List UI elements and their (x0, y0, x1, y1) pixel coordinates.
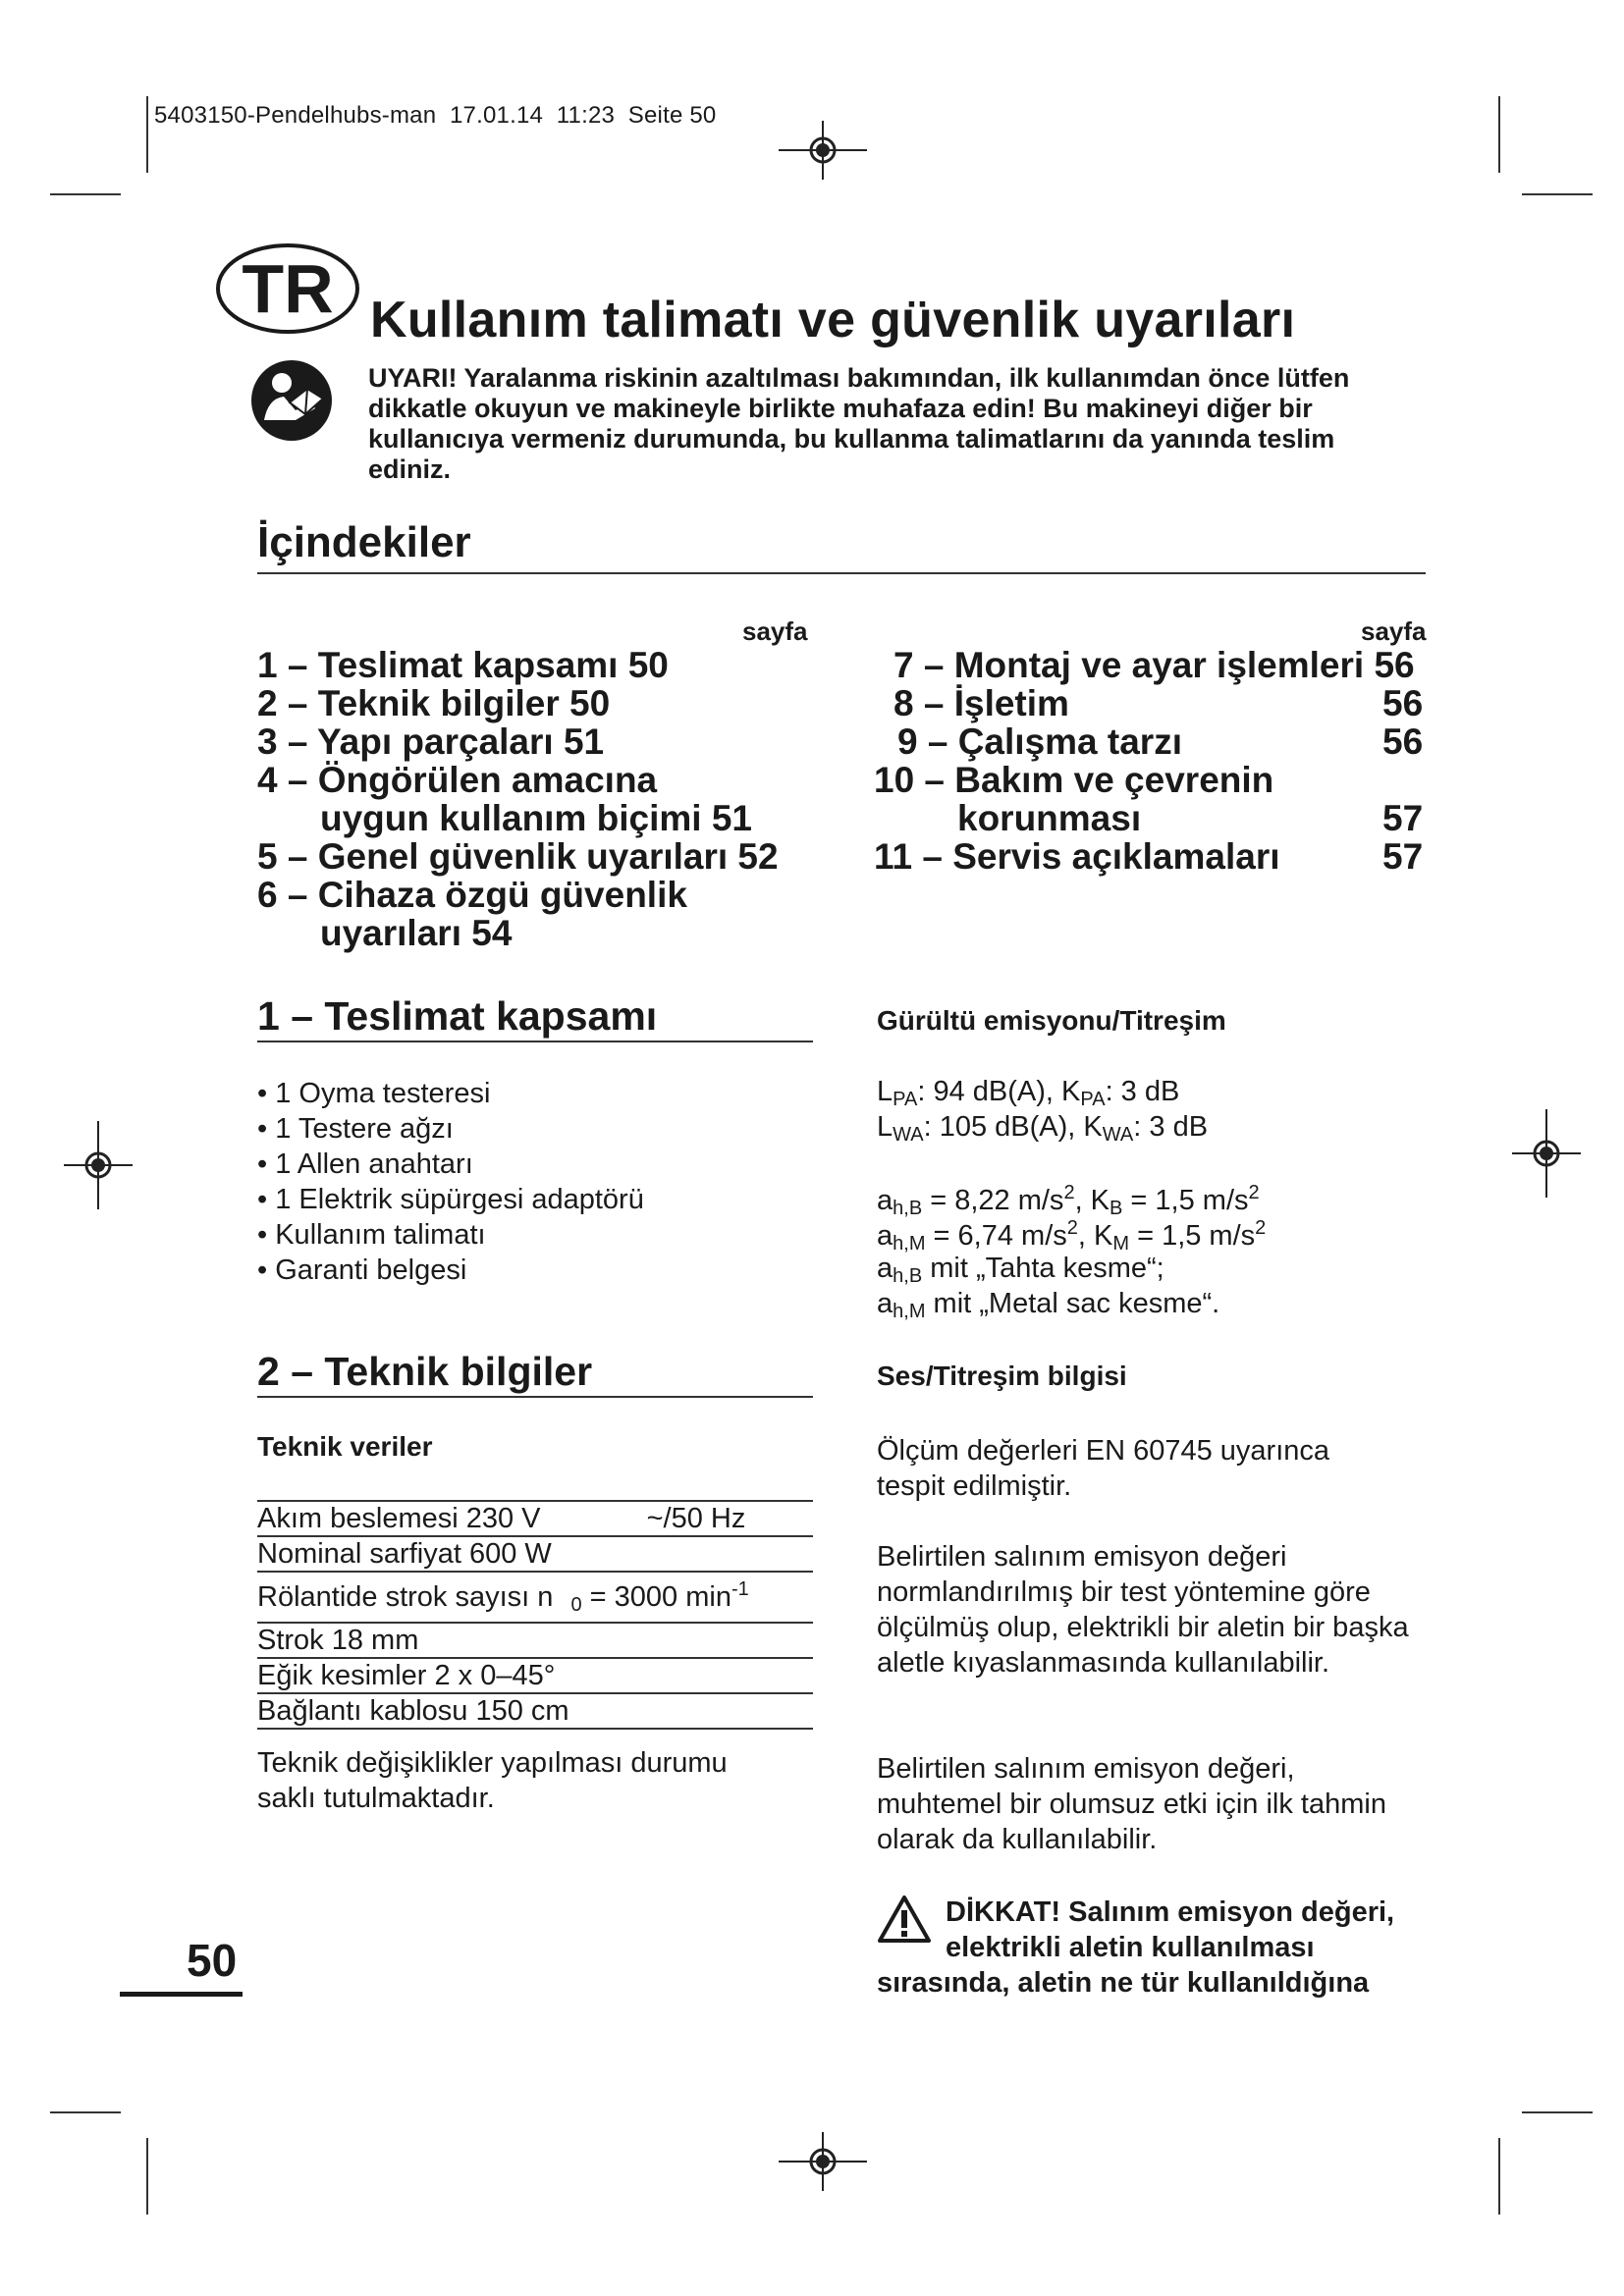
lwa-subscript: WA (893, 1124, 924, 1146)
toc-item-11[interactable]: 11 – Servis açıklamaları (874, 836, 1280, 877)
section-2-heading: 2 – Teknik bilgiler (257, 1349, 593, 1394)
toc-item-5[interactable]: 5 – Genel güvenlik uyarıları 52 (257, 836, 779, 877)
toc-title: İçindekiler (257, 518, 471, 566)
delivery-list (257, 1076, 644, 1288)
warning-text: Yaralanma riskinin azaltılması bakımından, ilk kullanımdan önce lütfen dikkatle okuyun ve makineyle birlikte muhafaza edin! Bu makineyi diğer bir kullanıcıya vermeniz durumunda, bu kullanma talimatlarını da yanında teslim ediniz. (368, 363, 1350, 484)
page-title: Kullanım talimatı ve güvenlik uyarıları (370, 292, 1296, 348)
section-2-rule (257, 1396, 813, 1398)
table-row (257, 1693, 813, 1729)
warning-label: UYARI! (368, 363, 458, 393)
ahb-mode-subscript: h,B (893, 1265, 923, 1287)
toc-item-2[interactable]: 2 – Teknik bilgiler 50 (257, 683, 611, 723)
list-item: • Kullanım talimatı (257, 1217, 644, 1253)
toc-item-6[interactable]: 6 – Cihaza özgü güvenlik (257, 875, 687, 915)
crop-mark-bottom-right-vertical (1498, 2138, 1500, 2215)
spec-label: Eğik kesimler 2 x 0–45° (257, 1660, 556, 1691)
crop-mark-top-left-vertical (146, 96, 148, 173)
kb-text: = 1,5 m/s (1122, 1185, 1249, 1216)
language-badge (214, 241, 361, 336)
spec-value: = 3000 min (589, 1581, 731, 1613)
ahb-value (877, 1182, 1260, 1220)
spec-subscript: 0 (570, 1594, 582, 1616)
ahm-text: = 6,74 m/s (925, 1220, 1067, 1252)
kb-symbol: , K (1074, 1185, 1110, 1216)
ahm-mode-subscript: h,M (893, 1301, 926, 1322)
tech-note: Teknik değişiklikler yapılması durumu saklı tutulmaktadır. (257, 1747, 728, 1814)
list-item: • Garanti belgesi (257, 1253, 644, 1288)
table-cell (257, 1693, 813, 1729)
language-badge-text: TR (242, 250, 334, 327)
ahm-mode-text: mit „Metal sac kesme“. (925, 1288, 1220, 1319)
lwa-text: : 105 dB(A), K (923, 1111, 1103, 1143)
lpa-subscript: PA (893, 1089, 918, 1110)
spec-value: ~/50 Hz (646, 1503, 746, 1534)
table-cell (257, 1572, 813, 1623)
kwa-subscript: WA (1102, 1124, 1134, 1146)
spec-label: Rölantide strok sayısı n (257, 1581, 554, 1613)
toc-item-8[interactable]: 8 – İşletim (893, 683, 1069, 723)
list-item: • 1 Oyma testeresi (257, 1076, 644, 1111)
toc-title-rule (257, 572, 1426, 574)
km-text: = 1,5 m/s (1129, 1220, 1256, 1252)
kb-superscript: 2 (1248, 1182, 1260, 1203)
table-row (257, 1536, 813, 1572)
toc-item-1[interactable]: 1 – Teslimat kapsamı 50 (257, 645, 669, 685)
kwa-text: : 3 dB (1133, 1111, 1209, 1143)
toc-sayfa-left: sayfa (742, 616, 808, 646)
spec-label: Nominal sarfiyat 600 W (257, 1538, 552, 1570)
sound-info-p1: Ölçüm değerleri EN 60745 uyarınca tespit edilmiştir. (877, 1435, 1330, 1502)
ahm-mode-symbol: a (877, 1288, 893, 1319)
toc-item-9[interactable]: 9 – Çalışma tarzı (897, 721, 1182, 762)
toc-item-10-cont[interactable]: korunması (957, 798, 1142, 838)
caution-line-1: DİKKAT! Salınım emisyon değeri, (946, 1896, 1395, 1928)
kpa-subscript: PA (1080, 1089, 1106, 1110)
section-1-heading: 1 – Teslimat kapsamı (257, 993, 658, 1039)
toc-item-10[interactable]: 10 – Bakım ve çevrenin (874, 760, 1274, 800)
table-cell (257, 1501, 813, 1536)
table-cell (257, 1536, 813, 1572)
spec-label: Akım beslemesi 230 V (257, 1503, 541, 1534)
table-row (257, 1623, 813, 1658)
kpa-text: : 3 dB (1105, 1076, 1180, 1107)
ahm-subscript: h,M (893, 1233, 926, 1255)
ahb-text: = 8,22 m/s (922, 1185, 1064, 1216)
ahm-superscript: 2 (1066, 1217, 1078, 1239)
ahb-symbol: a (877, 1185, 893, 1216)
list-item: • 1 Allen anahtarı (257, 1147, 644, 1182)
print-header-info: 5403150-Pendelhubs-man 17.01.14 11:23 Seite 50 (154, 102, 717, 129)
registration-mark-right-icon (1502, 1109, 1591, 1198)
sound-info-p3: Belirtilen salınım emisyon değeri, muhtemel bir olumsuz etki için ilk tahmin olarak da kullanılabilir. (877, 1753, 1386, 1855)
table-row (257, 1572, 813, 1623)
km-symbol: , K (1077, 1220, 1113, 1252)
spec-label: Bağlantı kablosu 150 cm (257, 1695, 569, 1727)
lpa-text: : 94 dB(A), K (917, 1076, 1081, 1107)
caution-line-2: elektrikli aletin kullanılması (946, 1932, 1315, 1963)
list-item: • 1 Testere ağzı (257, 1111, 644, 1147)
registration-mark-bottom-icon (779, 2132, 867, 2191)
toc-item-6-cont[interactable]: uyarıları 54 (320, 913, 513, 953)
ahb-mode (877, 1253, 1164, 1288)
crop-mark-bottom-left-horizontal (50, 2111, 121, 2113)
toc-item-3[interactable]: 3 – Yapı parçaları 51 (257, 721, 605, 762)
registration-mark-top-icon (779, 121, 867, 180)
toc-item-4-cont[interactable]: uygun kullanım biçimi 51 (320, 798, 752, 838)
crop-mark-top-left-horizontal (50, 193, 121, 195)
toc-item-4[interactable]: 4 – Öngörülen amacına (257, 760, 658, 800)
table-row (257, 1658, 813, 1693)
toc-item-7[interactable]: 7 – Montaj ve ayar işlemleri 56 (893, 645, 1415, 685)
warning-block (368, 363, 1389, 485)
spec-superscript: -1 (731, 1578, 749, 1600)
crop-mark-top-right-vertical (1498, 96, 1500, 173)
sound-info-p2: Belirtilen salınım emisyon değeri normlandırılmış bir test yöntemine göre ölçülmüş olup, elektrikli bir aletin bir başka aletle kıyaslanmasında kullanılabilir. (877, 1541, 1409, 1679)
lpa-symbol: L (877, 1076, 893, 1107)
ahm-symbol: a (877, 1220, 893, 1252)
km-subscript: M (1112, 1233, 1130, 1255)
table-cell (257, 1658, 813, 1693)
crop-mark-bottom-left-vertical (146, 2138, 148, 2215)
crop-mark-top-right-horizontal (1522, 193, 1593, 195)
table-cell (257, 1623, 813, 1658)
page-number-rule (120, 1992, 243, 1997)
page-number: 50 (187, 1935, 238, 1986)
ahm-mode (877, 1288, 1219, 1323)
toc-item-8-page: 56 (1382, 683, 1424, 723)
lpa-value (877, 1076, 1179, 1111)
toc-sayfa-right: sayfa (1361, 616, 1427, 646)
toc-item-9-page: 56 (1382, 721, 1424, 762)
ahb-mode-symbol: a (877, 1253, 893, 1284)
ahb-mode-text: mit „Tahta kesme“; (922, 1253, 1164, 1284)
registration-mark-left-icon (54, 1121, 142, 1209)
km-superscript: 2 (1255, 1217, 1267, 1239)
spec-table (257, 1500, 813, 1730)
sound-info-heading: Ses/Titreşim bilgisi (877, 1361, 1127, 1391)
table-row (257, 1501, 813, 1536)
read-manual-icon (250, 359, 333, 442)
ahb-subscript: h,B (893, 1198, 923, 1219)
crop-mark-bottom-right-horizontal (1522, 2111, 1593, 2113)
caution-line-3: sırasında, aletin ne tür kullanıldığına (877, 1967, 1370, 1999)
spec-label: Strok 18 mm (257, 1625, 419, 1656)
noise-heading: Gürültü emisyonu/Titreşim (877, 1005, 1226, 1036)
tech-data-subheading: Teknik veriler (257, 1431, 433, 1462)
kb-subscript: B (1110, 1198, 1123, 1219)
ahb-superscript: 2 (1063, 1182, 1075, 1203)
lwa-value (877, 1111, 1208, 1147)
list-item: • 1 Elektrik süpürgesi adaptörü (257, 1182, 644, 1217)
ahm-value (877, 1217, 1266, 1255)
lwa-symbol: L (877, 1111, 893, 1143)
section-1-rule (257, 1041, 813, 1042)
toc-item-10-page: 57 (1382, 798, 1424, 838)
caution-triangle-icon (877, 1895, 932, 1944)
toc-item-11-page: 57 (1382, 836, 1424, 877)
